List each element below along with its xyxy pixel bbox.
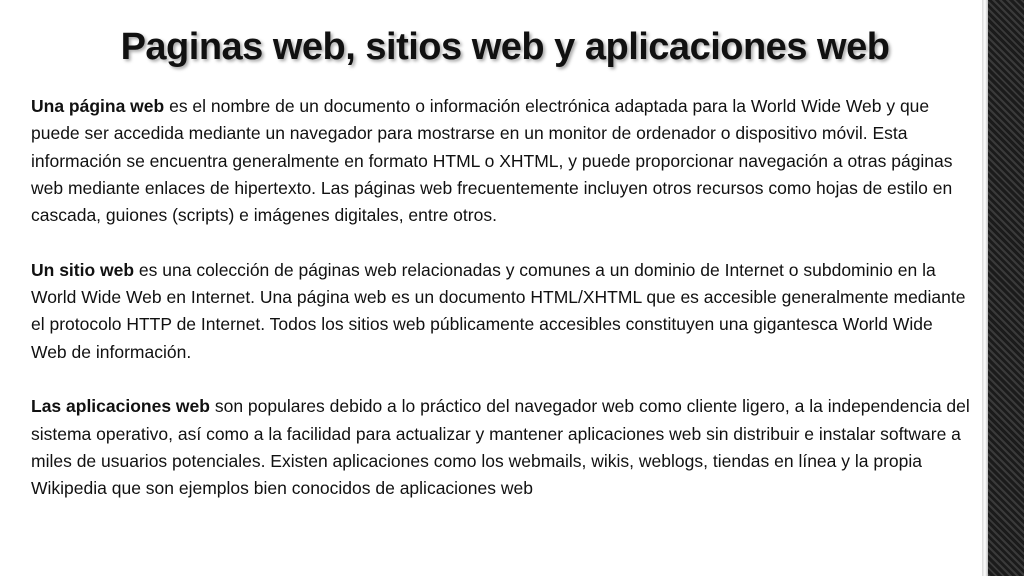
slide-title: Paginas web, sitios web y aplicaciones web	[120, 26, 890, 68]
paragraph-pagina-web	[31, 93, 971, 229]
paragraph-sitio-web	[31, 257, 971, 366]
paragraph-text: es el nombre de un documento o información electrónica adaptada para la World Wide Web y que puede ser accedida mediante un navegador para mostrarse en un monitor de ordenador o dispositivo móvil. Esta información se encuentra generalmente en formato HTML o XHTML, y puede proporcionar navegación a otras páginas web mediante enlaces de hipertexto. Las páginas web frecuentemente incluyen otros recursos como hojas de estilo en cascada, guiones (scripts) e imágenes digitales, entre otros.	[31, 96, 953, 226]
paragraph-term: Un sitio web	[31, 259, 135, 280]
paragraph-text: es una colección de páginas web relacionadas y comunes a un dominio de Internet o subdominio en la World Wide Web en Internet. Una página web es un documento HTML/XHTML que es accesible generalmente mediante el protocolo HTTP de Internet. Todos los sitios web públicamente accesibles constituyen una gigantesca World Wide Web de información.	[31, 259, 966, 362]
slide-body	[31, 93, 971, 530]
paragraph-aplicaciones-web	[31, 393, 971, 502]
paragraph-text: son populares debido a lo práctico del navegador web como cliente ligero, a la independencia del sistema operativo, así como a la facilidad para actualizar y mantener aplicaciones web sin distribuir e instalar software a miles de usuarios potenciales. Existen aplicaciones como los webmails, wikis, weblogs, tiendas en línea y la propia Wikipedia que son ejemplos bien conocidos de aplicaciones web	[31, 396, 970, 499]
paragraph-term: Una página web	[31, 96, 165, 116]
paragraph-term: Las aplicaciones web	[31, 396, 210, 417]
decorative-edge-pattern	[988, 0, 1024, 576]
